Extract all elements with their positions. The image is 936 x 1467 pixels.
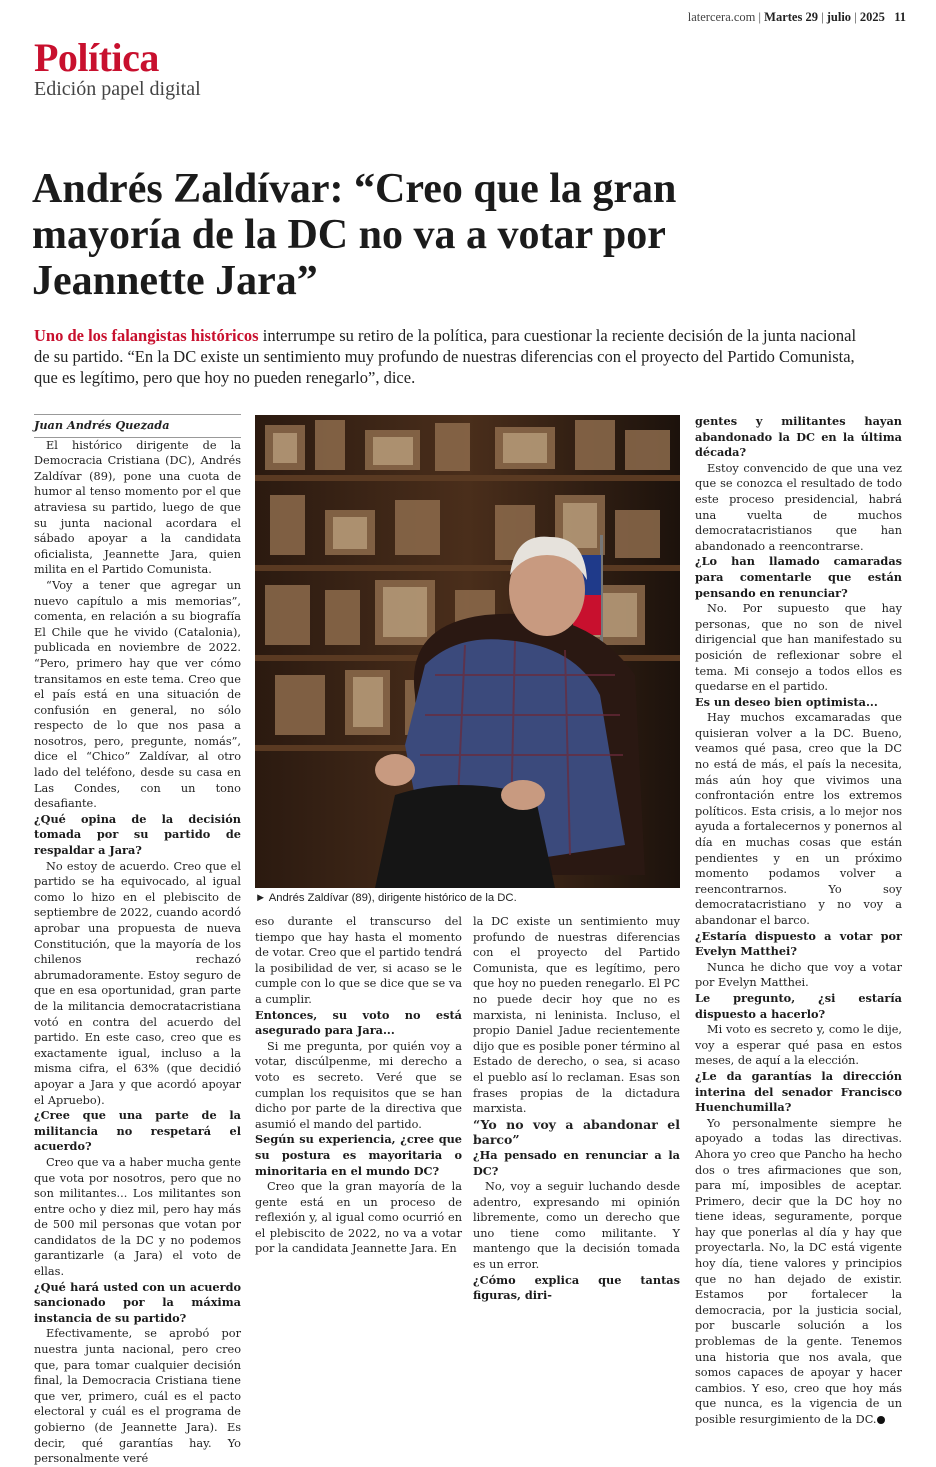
separator: | xyxy=(821,10,824,24)
column-3 xyxy=(473,914,680,1304)
paragraph xyxy=(695,601,902,695)
interview-question xyxy=(695,554,902,601)
caption-marker: ► xyxy=(255,892,267,904)
interview-question xyxy=(34,1280,241,1327)
text: ¿Lo han llamado camaradas para comentarle que están pensando en renunciar? xyxy=(695,554,902,600)
paragraph xyxy=(255,1179,462,1257)
text: No, voy a seguir luchando desde adentro, expresando mi opinión libremente, como un derecho que uno tiene como militante. Y mantengo que la decisión tomada es un error. xyxy=(473,1180,680,1272)
byline: Juan Andrés Quezada xyxy=(34,414,241,438)
separator: | xyxy=(854,10,857,24)
site-name[interactable]: latercera.com xyxy=(687,10,756,24)
interview-question xyxy=(695,1069,902,1116)
text: Según su experiencia, ¿cree que su postura es mayoritaria o minoritaria en el mundo DC? xyxy=(255,1132,462,1178)
column-4 xyxy=(695,414,902,1428)
text: Le pregunto, ¿si estaría dispuesto a hacerlo? xyxy=(695,990,902,1021)
text: eso durante el transcurso del tiempo que hay hasta el momento de votar. Creo que el partido tendrá la posibilidad de ver, si acaso se le cumple con lo que se dice que se va a cumplir. xyxy=(255,915,462,1006)
column-2 xyxy=(255,914,462,1257)
paragraph xyxy=(695,1022,902,1069)
text: ¿Estaría dispuesto a votar por Evelyn Matthei? xyxy=(695,928,902,959)
article-subhead xyxy=(473,1117,680,1148)
separator: | xyxy=(758,10,762,24)
text: Estoy convencido de que una vez que se conozca el resultado de todo este proceso presidencial, habrá una vuelta de muchos democratacristianos que han abandonado a reencontrarse. xyxy=(695,461,902,553)
paragraph xyxy=(695,1116,902,1428)
portrait-illustration xyxy=(255,415,680,888)
text: la DC existe un sentimiento muy profundo de nuestras diferencias con el proyecto del Partido Comunista, que es legítimo, pero que hoy no pueden renegarlo. El PC no puede decir hoy que no es marxista, ni leninista. Incluso, el propio Daniel Jadue recientemente dijo que es posible poner término al Estado de derecho, o sea, si acaso el pueblo así lo reclaman. Esas son frases propias de la dictadura marxista. xyxy=(473,915,680,1116)
interview-question xyxy=(255,1132,462,1179)
page-number: 11 xyxy=(894,10,906,24)
text: ¿Le da garantías la dirección interina del senador Francisco Huenchumilla? xyxy=(695,1068,902,1115)
paragraph xyxy=(34,578,241,812)
text: Hay muchos excamaradas que quisieran volver a la DC. Bueno, veamos qué pasa, creo que la DC no está de más, el país la necesita, más aún hoy que vivimos una confrontación entre los extremos políticos. Esta crisis, a lo mejor nos ayuda a fortalecernos y ponernos al día en muchas cosas que están pendientes y en un próximo momento podamos volver a reencontrarnos. Yo soy democratacristiano y no voy a abandonar el barco. xyxy=(695,711,902,927)
lead-highlight: Uno de los falangistas históricos xyxy=(34,326,259,345)
paragraph xyxy=(695,461,902,555)
interview-question xyxy=(695,929,902,960)
paragraph xyxy=(473,1179,680,1273)
paragraph xyxy=(695,710,902,928)
text: No estoy de acuerdo. Creo que el partido se ha equivocado, al igual como lo hizo en el plebiscito de septiembre de 2022, cuando acordó aprobar una propuesta de nueva Constitución, que la mayoría de los chilenos rechazó abrumadoramente. Estoy seguro de que en esa oportunidad, gran parte de la militancia democratacristiana votó en contra del acuerdo del partido. En este caso, creo que es exactamente igual, incluso a la misma cifra, el 63% (que decidió apoyar a Jara y que acordó apoyar el Apruebo). xyxy=(34,859,241,1107)
paragraph xyxy=(34,1155,241,1280)
date-year: 2025 xyxy=(859,10,885,24)
interview-question xyxy=(695,991,902,1022)
paragraph xyxy=(34,438,241,578)
text: Creo que la gran mayoría de la gente está en un proceso de reflexión y, al igual como ocurrió en el plebiscito de 2022, no va a votar por la candidata Jeannette Jara. En xyxy=(255,1180,462,1256)
interview-question xyxy=(473,1273,680,1304)
section-title: Política xyxy=(34,35,159,80)
interview-question xyxy=(473,1148,680,1179)
date-day: Martes 29 xyxy=(764,10,818,24)
text: El histórico dirigente de la Democracia Cristiana (DC), Andrés Zaldívar (89), pone una cuota de humor al tenso momento por el que atraviesa su partido, luego de que su junta nacional acordara el sábado apoyar a la candidata oficialista, Jeannette Jara, quien milita en el Partido Comunista. xyxy=(34,438,241,577)
end-mark-icon xyxy=(877,1416,885,1424)
text: ¿Cómo explica que tantas figuras, diri- xyxy=(473,1272,680,1303)
text: Es un deseo bien optimista... xyxy=(695,694,878,709)
paragraph xyxy=(695,960,902,991)
text: ¿Cree que una parte de la militancia no respetará el acuerdo? xyxy=(34,1108,241,1154)
paragraph xyxy=(473,914,680,1117)
text: Entonces, su voto no está asegurado para Jara... xyxy=(255,1007,462,1038)
text: Si me pregunta, por quién voy a votar, discúlpenme, mi derecho a voto es secreto. Veré que se cumplan los requisitos que se han dicho por parte de la directiva que asumió el mando del partido. xyxy=(255,1039,462,1131)
article-lead xyxy=(34,325,874,388)
portrait-photo xyxy=(255,415,680,888)
interview-question xyxy=(34,812,241,859)
text: No. Por supuesto que hay personas, que no son de nivel dirigencial que han manifestado su posición de reflexionar sobre el tema. Mi consejo a todos ellos es quedarse en el partido. xyxy=(695,602,902,694)
date-month: julio xyxy=(826,10,852,24)
text: Nunca he dicho que voy a votar por Evelyn Matthei. xyxy=(695,960,902,990)
section-subtitle: Edición papel digital xyxy=(34,78,201,100)
interview-question xyxy=(255,1008,462,1039)
paragraph xyxy=(34,1326,241,1466)
section-header xyxy=(34,36,201,100)
column-1 xyxy=(34,414,241,1467)
paragraph xyxy=(34,859,241,1109)
interview-question xyxy=(34,1108,241,1155)
text: ¿Qué hará usted con un acuerdo sancionado por la máxima instancia de su partido? xyxy=(34,1279,241,1325)
photo-caption xyxy=(255,892,680,904)
caption-text: Andrés Zaldívar (89), dirigente histórico de la DC. xyxy=(268,892,517,904)
article-headline: Andrés Zaldívar: “Creo que la gran mayoría de la DC no va a votar por Jeannette Jara” xyxy=(32,166,677,304)
text: ¿Qué opina de la decisión tomada por su partido de respaldar a Jara? xyxy=(34,811,241,858)
lead-text: interrumpe su retiro de la política, para cuestionar la reciente decisión de la junta nacional de su partido. “En la DC existe un sentimiento muy profundo de nuestras diferencias con el proyecto del Partido Comunista, que es legítimo, pero que hoy no pueden renegarlo”, dice. xyxy=(34,326,857,387)
text: gentes y militantes hayan abandonado la DC en la última década? xyxy=(695,414,902,460)
text: Mi voto es secreto y, como le dije, voy a esperar qué pasa en estos meses, de aquí a la elección. xyxy=(695,1023,902,1068)
interview-question xyxy=(695,414,902,461)
text: ¿Ha pensado en renunciar a la DC? xyxy=(473,1147,680,1178)
text: Yo personalmente siempre he apoyado a todas las directivas. Ahora yo creo que Pancho ha hecho dos o tres afirmaciones que son, para mí, imposibles de aceptar. Primero, decir que la DC hoy no tiene ideas, seguramente, porque hay que ponerlas al día y hay que proyectarla. No, la DC está vigente hoy día, tiene valores y principios que no han dejado de existir. Estamos por fortalecer la democracia, por la justicia social, por buscarle solución a los problemas de la gente. Tenemos una historia que nos avala, que somos capaces de apoyar y hacer cambios. Y eso, creo que hoy más que nunca, es la vigencia de un posible resurgimiento de la DC. xyxy=(695,1116,902,1426)
masthead xyxy=(688,10,906,25)
paragraph xyxy=(255,1039,462,1133)
text: Efectivamente, se aprobó por nuestra junta nacional, pero creo que, para tomar cualquier decisión final, la Democracia Cristiana tiene que ver, primero, cuál es el pacto electoral y cuál es el programa de gobierno (de Jeannette Jara). Es decir, qué garantías hay. Yo personalmente veré xyxy=(34,1327,241,1466)
text: “Yo no voy a abandonar el barco” xyxy=(473,1116,680,1148)
text: Creo que va a haber mucha gente que vota por nosotros, pero que no son militantes... Los militantes son entre ocho y diez mil, pero hay más de 500 mil personas que votan por candidatos de la DC y no podemos garantizarle (a Jara) el voto de ellas. xyxy=(34,1155,241,1279)
interview-question xyxy=(695,695,902,711)
text: “Voy a tener que agregar un nuevo capítulo a mis memorias”, comenta, en relación a su biografía El Chile que he vivido (Catalonia), publicada en noviembre de 2022. “Pero, primero hay que ver cómo transitamos en este tema. Creo que el país está en una situación de confusión en general, no sólo respecto de lo que nos pasa a nosotros, pero, pregunte, nomás”, dice el “Chico” Zaldívar, al otro lado del teléfono, desde su casa en Las Condes, con un tono desafiante. xyxy=(34,578,241,811)
paragraph xyxy=(255,914,462,1008)
